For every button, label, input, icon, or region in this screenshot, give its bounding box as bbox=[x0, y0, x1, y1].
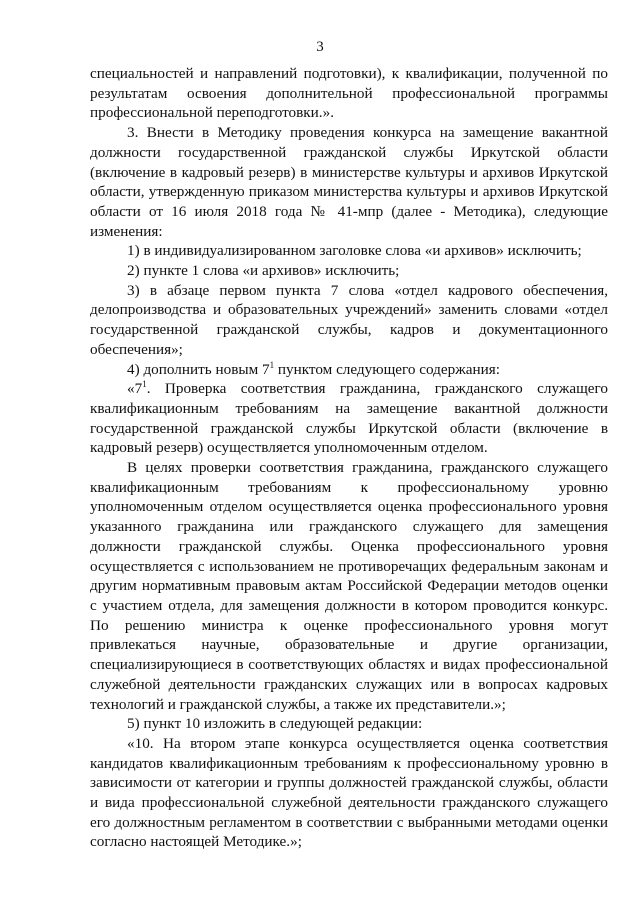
superscript-marker: 1 bbox=[269, 359, 275, 370]
paragraph-item-3: 3. Внести в Методику проведения конкурса на замещение вакантной должности государственной гражданской службы Иркутской области (включение в кадровый резерв) в министерстве культуры и архивов Иркутской области, утвержденную приказом министерства культуры и архивов Иркутской области от 16 июля 2018 года № 41-мпр (далее - Методика), следующие изменения: bbox=[90, 124, 608, 240]
paragraph-new-point-7-1 bbox=[90, 379, 608, 458]
paragraph-subitem-4-post: пунктом следующего содержания: bbox=[274, 360, 500, 378]
paragraph-subitem-4 bbox=[90, 360, 608, 380]
document-body bbox=[90, 64, 608, 852]
paragraph-subitem-4-pre: 4) дополнить новым 7 bbox=[127, 360, 270, 378]
paragraph-subitem-5: 5) пункт 10 изложить в следующей редакции: bbox=[127, 715, 423, 733]
paragraph-verification: В целях проверки соответствия гражданина, гражданского служащего квалификационным требованиям к профессиональному уровню уполномоченным отделом осуществляется оценка профессионального уровня указанного гражданина или гражданского служащего для замещения должности гражданской службы. Оценка профессионального уровня осуществляется с использованием не противоречащих федеральным законам и другим нормативным правовым актам Российской Федерации методов оценки с участием отдела, для замещения должности в котором проводится конкурс. По решению министра к оценке профессионального уровня могут привлекаться научные, образовательные и другие организации, специализирующиеся в соответствующих областях и видах профессиональной служебной деятельности гражданских служащих или в вопросах кадровых технологий и гражданской службы, а также их представители.»; bbox=[90, 459, 608, 713]
paragraph-subitem-1: 1) в индивидуализированном заголовке слова «и архивов» исключить; bbox=[127, 242, 582, 260]
paragraph-continuation: специальностей и направлений подготовки), к квалификации, полученной по результатам освоения дополнительной профессиональной программы профессиональной переподготовки.». bbox=[90, 65, 608, 122]
paragraph-subitem-2: 2) пункте 1 слова «и архивов» исключить; bbox=[127, 262, 400, 280]
superscript-marker: 1 bbox=[142, 379, 147, 390]
paragraph-subitem-3: 3) в абзаце первом пункта 7 слова «отдел кадрового обеспечения, делопроизводства и образовательных учреждений» заменить словами «отдел государственной гражданской службы, кадров и документационного обеспечения»; bbox=[90, 281, 608, 358]
paragraph-point-10: «10. На втором этапе конкурса осуществляется оценка соответствия кандидатов квалификационным требованиям к профессиональному уровню в зависимости от категории и группы должностей гражданской службы, области и вида профессиональной служебной деятельности гражданского служащего его должностным регламентом в соответствии с выбранными методами оценки согласно настоящей Методике.»; bbox=[90, 734, 608, 851]
page-number: 3 bbox=[316, 39, 324, 55]
paragraph-new-point-post: . Проверка соответствия гражданина, гражданского служащего квалификационным требованиям на замещение вакантной должности государственной гражданской службы Иркутской области (включение в кадровый резерв) осуществляется уполномоченным отделом. bbox=[90, 380, 608, 457]
paragraph-new-point-pre: «7 bbox=[127, 380, 143, 398]
